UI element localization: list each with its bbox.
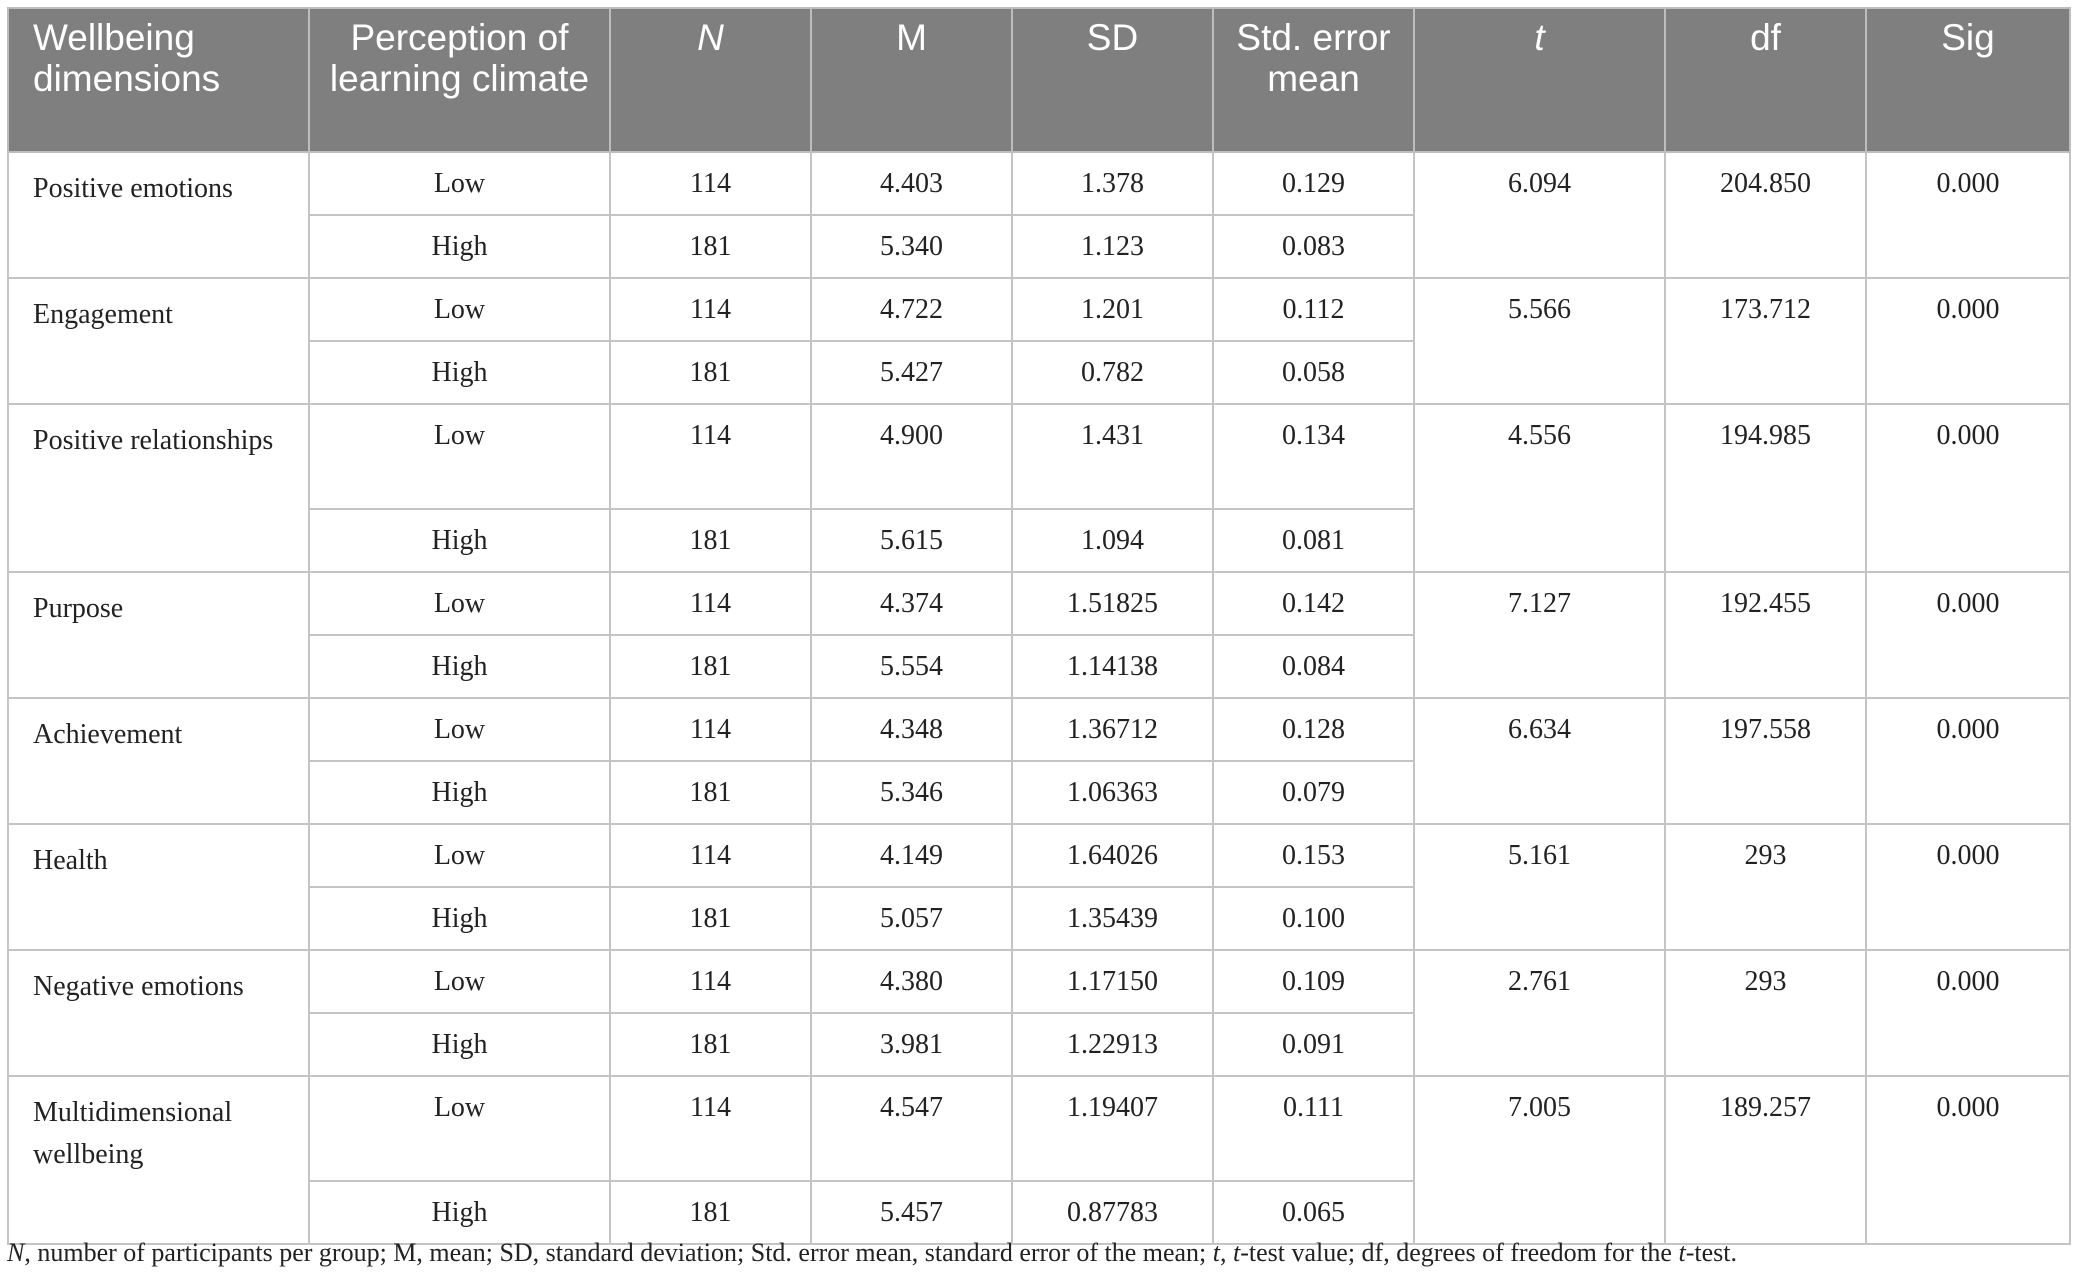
climate-cell: High — [309, 1013, 610, 1076]
m-cell: 4.900 — [811, 404, 1012, 509]
sig-cell: 0.000 — [1866, 404, 2070, 572]
sig-cell: 0.000 — [1866, 824, 2070, 950]
m-cell: 4.722 — [811, 278, 1012, 341]
dimension-cell: Multidimensional wellbeing — [8, 1076, 309, 1244]
n-cell: 114 — [610, 572, 811, 635]
table-row — [8, 404, 2070, 509]
n-cell: 114 — [610, 404, 811, 509]
df-cell: 189.257 — [1665, 1076, 1866, 1244]
header-sig: Sig — [1866, 8, 2070, 152]
sig-cell: 0.000 — [1866, 278, 2070, 404]
footnote-part: t — [1233, 1238, 1241, 1267]
sd-cell: 0.87783 — [1012, 1181, 1213, 1244]
df-cell: 293 — [1665, 950, 1866, 1076]
sem-cell: 0.058 — [1213, 341, 1414, 404]
sem-cell: 0.112 — [1213, 278, 1414, 341]
header-wellbeing-dimensions: Wellbeing dimensions — [8, 8, 309, 152]
dimension-cell: Negative emotions — [8, 950, 309, 1076]
t-cell: 2.761 — [1414, 950, 1665, 1076]
n-cell: 181 — [610, 341, 811, 404]
sd-cell: 1.378 — [1012, 152, 1213, 215]
climate-cell: High — [309, 509, 610, 572]
sem-cell: 0.100 — [1213, 887, 1414, 950]
sem-cell: 0.083 — [1213, 215, 1414, 278]
df-cell: 194.985 — [1665, 404, 1866, 572]
sem-cell: 0.153 — [1213, 824, 1414, 887]
sd-cell: 1.14138 — [1012, 635, 1213, 698]
dimension-cell: Purpose — [8, 572, 309, 698]
sem-cell: 0.111 — [1213, 1076, 1414, 1181]
sig-cell: 0.000 — [1866, 572, 2070, 698]
sd-cell: 1.19407 — [1012, 1076, 1213, 1181]
n-cell: 114 — [610, 152, 811, 215]
df-cell: 173.712 — [1665, 278, 1866, 404]
m-cell: 5.340 — [811, 215, 1012, 278]
climate-cell: Low — [309, 278, 610, 341]
climate-cell: Low — [309, 824, 610, 887]
n-cell: 114 — [610, 1076, 811, 1181]
sig-cell: 0.000 — [1866, 152, 2070, 278]
sd-cell: 1.06363 — [1012, 761, 1213, 824]
m-cell: 4.380 — [811, 950, 1012, 1013]
sd-cell: 1.431 — [1012, 404, 1213, 509]
climate-cell: Low — [309, 572, 610, 635]
dimension-cell: Achievement — [8, 698, 309, 824]
sem-cell: 0.128 — [1213, 698, 1414, 761]
t-test-results-table — [7, 7, 2071, 1245]
climate-cell: High — [309, 215, 610, 278]
header-df: df — [1665, 8, 1866, 152]
t-cell: 4.556 — [1414, 404, 1665, 572]
dimension-cell: Positive emotions — [8, 152, 309, 278]
n-cell: 114 — [610, 698, 811, 761]
n-cell: 181 — [610, 1013, 811, 1076]
sem-cell: 0.065 — [1213, 1181, 1414, 1244]
sig-cell: 0.000 — [1866, 1076, 2070, 1244]
sem-cell: 0.081 — [1213, 509, 1414, 572]
sd-cell: 1.35439 — [1012, 887, 1213, 950]
table-row — [8, 1076, 2070, 1181]
dimension-cell: Engagement — [8, 278, 309, 404]
m-cell: 4.348 — [811, 698, 1012, 761]
sd-cell: 1.36712 — [1012, 698, 1213, 761]
n-cell: 181 — [610, 635, 811, 698]
footnote-part: , — [1220, 1238, 1234, 1267]
sd-cell: 1.094 — [1012, 509, 1213, 572]
sem-cell: 0.129 — [1213, 152, 1414, 215]
dimension-cell: Health — [8, 824, 309, 950]
header-sd: SD — [1012, 8, 1213, 152]
sem-cell: 0.084 — [1213, 635, 1414, 698]
climate-cell: Low — [309, 698, 610, 761]
n-cell: 181 — [610, 1181, 811, 1244]
sd-cell: 1.123 — [1012, 215, 1213, 278]
sd-cell: 1.64026 — [1012, 824, 1213, 887]
footnote-part: -test value; df, degrees of freedom for the — [1240, 1238, 1679, 1267]
sem-cell: 0.142 — [1213, 572, 1414, 635]
df-cell: 197.558 — [1665, 698, 1866, 824]
sd-cell: 0.782 — [1012, 341, 1213, 404]
t-cell: 5.161 — [1414, 824, 1665, 950]
m-cell: 4.149 — [811, 824, 1012, 887]
dimension-cell: Positive relationships — [8, 404, 309, 572]
table-row — [8, 950, 2070, 1013]
header-row — [8, 8, 2070, 152]
sem-cell: 0.109 — [1213, 950, 1414, 1013]
climate-cell: Low — [309, 404, 610, 509]
t-cell: 7.005 — [1414, 1076, 1665, 1244]
t-cell: 7.127 — [1414, 572, 1665, 698]
climate-cell: High — [309, 1181, 610, 1244]
climate-cell: High — [309, 887, 610, 950]
table-row — [8, 572, 2070, 635]
climate-cell: Low — [309, 950, 610, 1013]
t-cell: 6.634 — [1414, 698, 1665, 824]
footnote-part: , number of participants per group; M, mean; SD, standard deviation; Std. error mean, standard error of the mean; — [24, 1238, 1213, 1267]
climate-cell: High — [309, 761, 610, 824]
n-cell: 181 — [610, 887, 811, 950]
table-body — [8, 152, 2070, 1244]
m-cell: 5.427 — [811, 341, 1012, 404]
climate-cell: High — [309, 341, 610, 404]
footnote-part: t — [1678, 1238, 1686, 1267]
table-row — [8, 824, 2070, 887]
climate-cell: Low — [309, 1076, 610, 1181]
n-cell: 181 — [610, 509, 811, 572]
m-cell: 4.403 — [811, 152, 1012, 215]
sem-cell: 0.091 — [1213, 1013, 1414, 1076]
footnote-part: N — [7, 1238, 25, 1267]
t-cell: 5.566 — [1414, 278, 1665, 404]
df-cell: 192.455 — [1665, 572, 1866, 698]
m-cell: 5.057 — [811, 887, 1012, 950]
sd-cell: 1.22913 — [1012, 1013, 1213, 1076]
m-cell: 4.547 — [811, 1076, 1012, 1181]
n-cell: 114 — [610, 278, 811, 341]
df-cell: 204.850 — [1665, 152, 1866, 278]
sem-cell: 0.079 — [1213, 761, 1414, 824]
m-cell: 5.615 — [811, 509, 1012, 572]
n-cell: 181 — [610, 761, 811, 824]
m-cell: 4.374 — [811, 572, 1012, 635]
results-table-container — [7, 7, 2069, 1245]
sem-cell: 0.134 — [1213, 404, 1414, 509]
n-cell: 181 — [610, 215, 811, 278]
sd-cell: 1.201 — [1012, 278, 1213, 341]
m-cell: 3.981 — [811, 1013, 1012, 1076]
sig-cell: 0.000 — [1866, 950, 2070, 1076]
df-cell: 293 — [1665, 824, 1866, 950]
sig-cell: 0.000 — [1866, 698, 2070, 824]
m-cell: 5.346 — [811, 761, 1012, 824]
m-cell: 5.554 — [811, 635, 1012, 698]
header-t: t — [1414, 8, 1665, 152]
table-row — [8, 698, 2070, 761]
footnote-part: t — [1212, 1238, 1221, 1267]
sd-cell: 1.17150 — [1012, 950, 1213, 1013]
table-footnote — [7, 1238, 2069, 1268]
n-cell: 114 — [610, 950, 811, 1013]
table-row — [8, 278, 2070, 341]
n-cell: 114 — [610, 824, 811, 887]
m-cell: 5.457 — [811, 1181, 1012, 1244]
header-perception-of-learning-climate: Perception of learning climate — [309, 8, 610, 152]
header-std-error-mean: Std. error mean — [1213, 8, 1414, 152]
climate-cell: High — [309, 635, 610, 698]
t-cell: 6.094 — [1414, 152, 1665, 278]
climate-cell: Low — [309, 152, 610, 215]
table-row — [8, 152, 2070, 215]
header-n: N — [610, 8, 811, 152]
sd-cell: 1.51825 — [1012, 572, 1213, 635]
footnote-part: -test. — [1685, 1238, 1737, 1267]
header-m: M — [811, 8, 1012, 152]
